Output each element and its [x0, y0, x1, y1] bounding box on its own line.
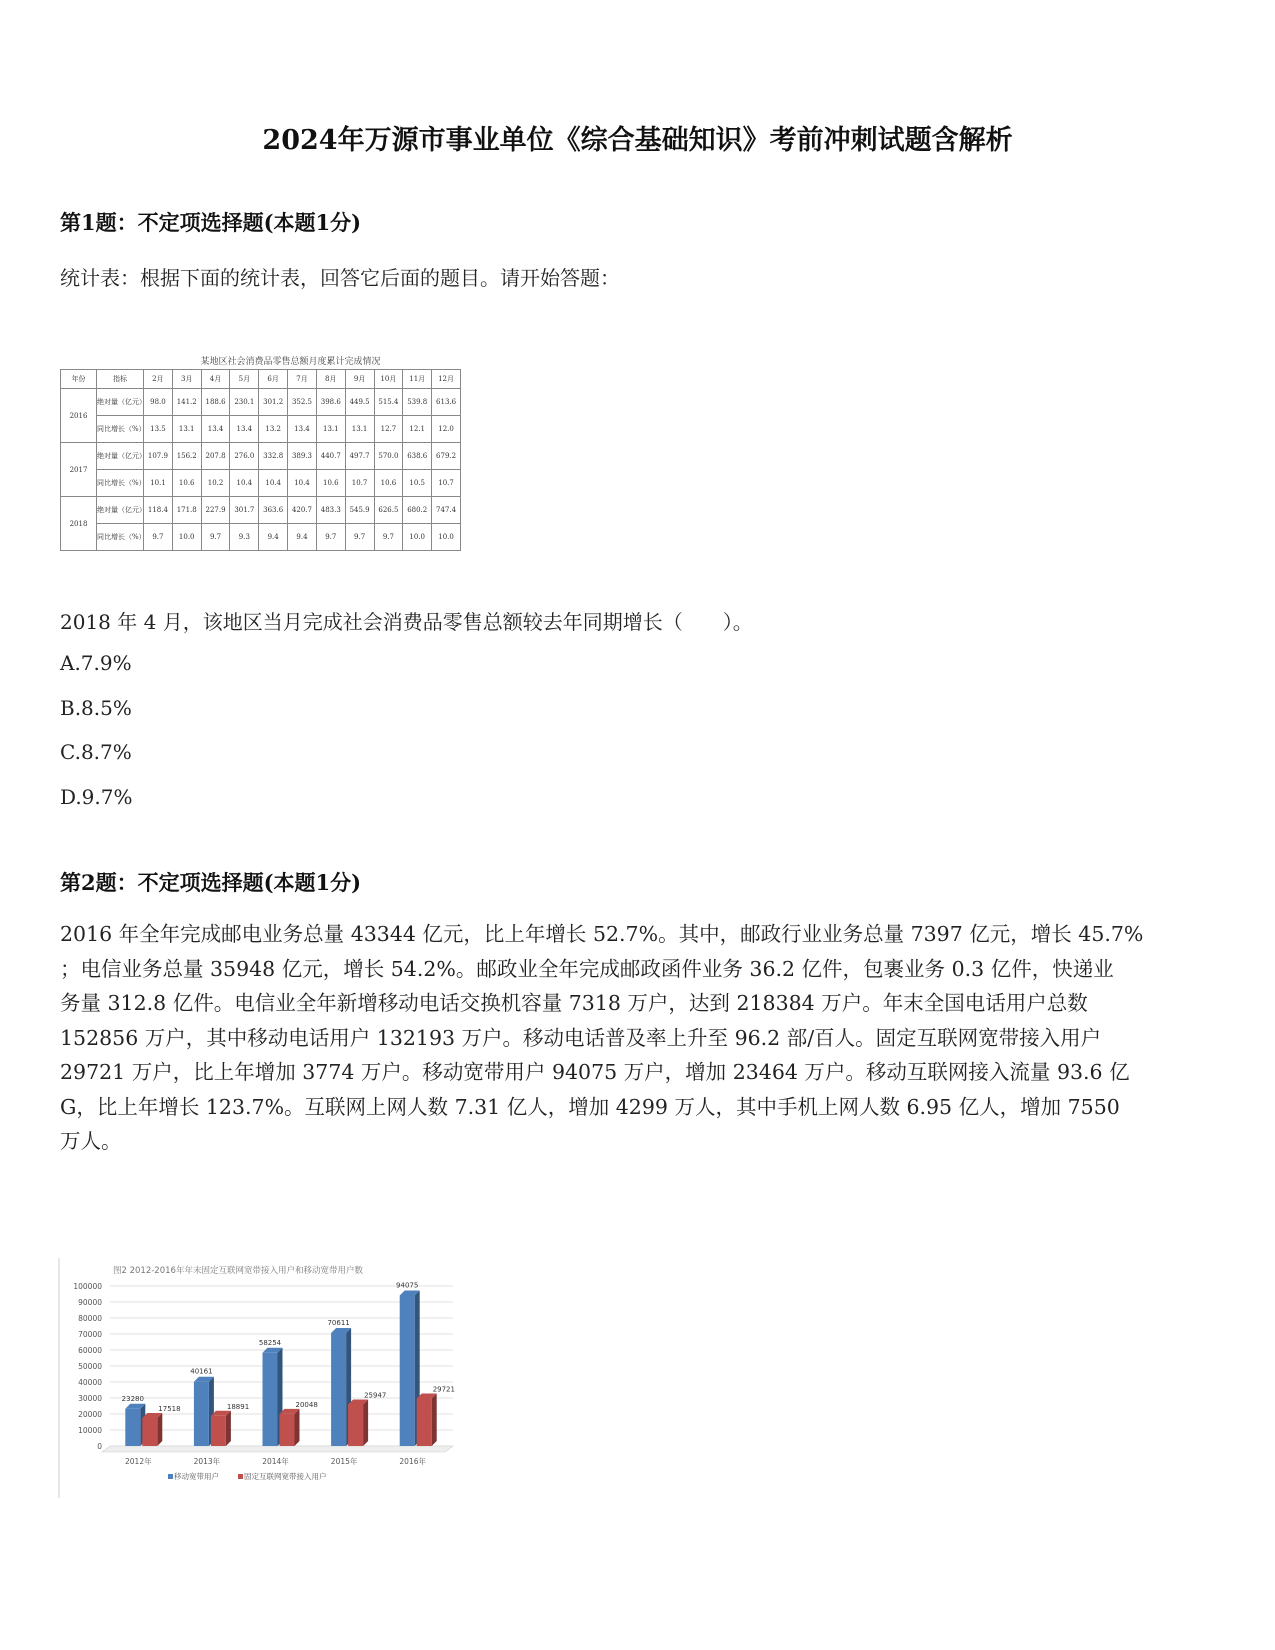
table-cell: 276.0: [230, 443, 259, 470]
table-cell: 9.4: [288, 524, 317, 551]
table-header-row: [61, 370, 461, 389]
question-1-header: 第1题：不定项选择题(本题1分): [60, 210, 362, 235]
table-cell: 10.4: [230, 470, 259, 497]
legend-label: 移动宽带用户: [174, 1472, 219, 1481]
y-tick-label: 50000: [78, 1362, 102, 1371]
table-cell: 227.9: [201, 497, 230, 524]
table-cell: 10.2: [201, 470, 230, 497]
y-tick-label: 0: [97, 1442, 102, 1451]
bar: [417, 1398, 432, 1446]
table-cell: 363.6: [259, 497, 288, 524]
question-2-passage: [60, 917, 1210, 1159]
passage-line: 务量 312.8 亿件。电信业全年新增移动电话交换机容量 7318 万户，达到 218384 万户。年末全国电话用户总数: [60, 991, 1088, 1015]
chart-floor: [102, 1446, 453, 1452]
table-cell: 10.0: [172, 524, 201, 551]
option-a[interactable]: A.7.9%: [60, 651, 132, 675]
table-cell: 10.6: [316, 470, 345, 497]
table-cell: 9.7: [345, 524, 374, 551]
bar: [348, 1404, 363, 1446]
table-row: [61, 497, 461, 524]
y-tick-label: 40000: [78, 1378, 102, 1387]
legend-swatch: [168, 1474, 173, 1479]
y-tick-label: 100000: [73, 1282, 102, 1291]
header-month: 11月: [403, 370, 432, 389]
table-cell: 680.2: [403, 497, 432, 524]
statistics-table: [60, 355, 461, 551]
table-cell: 188.6: [201, 389, 230, 416]
passage-line: 29721 万户，比上年增加 3774 万户。移动宽带用户 94075 万户，增加 23464 万户。移动互联网接入流量 93.6 亿: [60, 1060, 1130, 1084]
header-month: 4月: [201, 370, 230, 389]
table-cell: 679.2: [432, 443, 461, 470]
table-indicator-cell: 绝对量（亿元）: [97, 497, 144, 524]
bar-side: [157, 1413, 162, 1446]
table-cell: 539.8: [403, 389, 432, 416]
table-cell: 570.0: [374, 443, 403, 470]
table-indicator-cell: 同比增长（%）: [97, 416, 144, 443]
table-cell: 389.3: [288, 443, 317, 470]
broadband-chart: [58, 1258, 460, 1498]
table-cell: 747.4: [432, 497, 461, 524]
header-month: 9月: [345, 370, 374, 389]
table-row: [61, 389, 461, 416]
y-tick-label: 30000: [78, 1394, 102, 1403]
data-label: 18891: [226, 1402, 250, 1411]
table-cell: 118.4: [144, 497, 173, 524]
table-cell: 171.8: [172, 497, 201, 524]
y-tick-label: 80000: [78, 1314, 102, 1323]
x-tick-label: 2015年: [330, 1457, 358, 1466]
data-label: 20048: [295, 1400, 318, 1409]
question-2-header: 第2题：不定项选择题(本题1分): [60, 870, 362, 895]
table-cell: 141.2: [172, 389, 201, 416]
table-cell: 207.8: [201, 443, 230, 470]
table-year-cell: 2018: [61, 497, 97, 551]
passage-line: 2016 年全年完成邮电业务总量 43344 亿元，比上年增长 52.7%。其中，邮政行业业务总量 7397 亿元，增长 45.7%: [60, 922, 1144, 946]
table-cell: 12.7: [374, 416, 403, 443]
question-1-intro: 统计表：根据下面的统计表，回答它后面的题目。请开始答题：: [60, 266, 620, 290]
x-tick-label: 2014年: [262, 1457, 289, 1466]
y-tick-label: 10000: [78, 1426, 102, 1435]
table-cell: 10.1: [144, 470, 173, 497]
data-label: 29721: [432, 1385, 455, 1394]
table-cell: 440.7: [316, 443, 345, 470]
table-cell: 10.7: [345, 470, 374, 497]
bar: [194, 1382, 209, 1446]
option-c[interactable]: C.8.7%: [60, 740, 132, 764]
data-label: 25947: [364, 1391, 387, 1400]
table-indicator-cell: 同比增长（%）: [97, 524, 144, 551]
header-month: 2月: [144, 370, 173, 389]
table-cell: 420.7: [288, 497, 317, 524]
x-tick-label: 2013年: [193, 1457, 221, 1466]
passage-line: G，比上年增长 123.7%。互联网上网人数 7.31 亿人，增加 4299 万人，其中手机上网人数 6.95 亿人，增加 7550: [60, 1094, 1120, 1119]
bar: [125, 1409, 140, 1446]
header-month: 12月: [432, 370, 461, 389]
header-month: 7月: [288, 370, 317, 389]
document-title: 2024年万源市事业单位《综合基础知识》考前冲刺试题含解析: [262, 125, 1013, 156]
table-cell: 13.1: [345, 416, 374, 443]
table-cell: 10.7: [432, 470, 461, 497]
table-cell: 497.7: [345, 443, 374, 470]
table-cell: 13.1: [316, 416, 345, 443]
y-tick-label: 20000: [78, 1410, 102, 1419]
bar-side: [363, 1399, 368, 1446]
table-year-cell: 2016: [61, 389, 97, 443]
table-cell: 12.1: [403, 416, 432, 443]
bar: [263, 1353, 278, 1446]
passage-line: 万人。: [60, 1129, 122, 1153]
table-cell: 483.3: [316, 497, 345, 524]
data-label: 40161: [190, 1367, 213, 1376]
table-cell: 13.1: [172, 416, 201, 443]
header-month: 8月: [316, 370, 345, 389]
table-cell: 107.9: [144, 443, 173, 470]
legend-swatch: [238, 1474, 243, 1479]
table-indicator-cell: 绝对量（亿元）: [97, 443, 144, 470]
table-row: [61, 416, 461, 443]
option-b[interactable]: B.8.5%: [60, 696, 132, 720]
table-cell: 9.4: [259, 524, 288, 551]
table-cell: 13.4: [230, 416, 259, 443]
table-cell: 13.5: [144, 416, 173, 443]
table-cell: 13.4: [201, 416, 230, 443]
table-year-cell: 2017: [61, 443, 97, 497]
table-cell: 301.7: [230, 497, 259, 524]
table-cell: 10.5: [403, 470, 432, 497]
data-label: 58254: [258, 1338, 282, 1347]
x-tick-label: 2016年: [399, 1457, 426, 1466]
table-cell: 10.0: [432, 524, 461, 551]
header-month: 3月: [172, 370, 201, 389]
y-tick-label: 90000: [78, 1298, 102, 1307]
legend-label: 固定互联网宽带接入用户: [244, 1472, 327, 1481]
data-label: 23280: [121, 1394, 144, 1403]
x-tick-label: 2012年: [125, 1457, 152, 1466]
table-cell: 10.6: [172, 470, 201, 497]
table-cell: 613.6: [432, 389, 461, 416]
data-label: 94075: [396, 1281, 419, 1290]
data-label: 70611: [327, 1319, 350, 1328]
table-cell: 12.0: [432, 416, 461, 443]
table-cell: 10.4: [288, 470, 317, 497]
option-d[interactable]: D.9.7%: [60, 785, 133, 809]
bar: [331, 1333, 346, 1446]
table-row: [61, 524, 461, 551]
question-1-stem: 2018 年 4 月，该地区当月完成社会消费品零售总额较去年同期增长（ ）。: [60, 610, 753, 634]
bar: [142, 1418, 157, 1446]
table-cell: 156.2: [172, 443, 201, 470]
table-cell: 13.2: [259, 416, 288, 443]
bar: [400, 1295, 415, 1446]
table-cell: 449.5: [345, 389, 374, 416]
passage-line: ；电信业务总量 35948 亿元，增长 54.2%。邮政业全年完成邮政函件业务 36.2 亿件，包裹业务 0.3 亿件，快递业: [60, 956, 1114, 981]
header-month: 10月: [374, 370, 403, 389]
bar: [280, 1414, 295, 1446]
bar-side: [295, 1409, 300, 1446]
table-cell: 10.4: [259, 470, 288, 497]
chart-svg: [58, 1258, 460, 1498]
table-cell: 9.7: [201, 524, 230, 551]
table-cell: 230.1: [230, 389, 259, 416]
bar-side: [226, 1411, 231, 1446]
table-indicator-cell: 同比增长（%）: [97, 470, 144, 497]
table-cell: 545.9: [345, 497, 374, 524]
table-cell: 638.6: [403, 443, 432, 470]
table-cell: 626.5: [374, 497, 403, 524]
table-body: [61, 389, 461, 551]
table-cell: 332.8: [259, 443, 288, 470]
y-tick-label: 70000: [78, 1330, 102, 1339]
bar: [211, 1416, 226, 1446]
chart-title: 图2 2012-2016年年末固定互联网宽带接入用户和移动宽带用户数: [113, 1266, 363, 1276]
stat-table: [60, 369, 461, 551]
table-cell: 515.4: [374, 389, 403, 416]
table-cell: 98.0: [144, 389, 173, 416]
table-cell: 13.4: [288, 416, 317, 443]
table-cell: 9.3: [230, 524, 259, 551]
table-cell: 301.2: [259, 389, 288, 416]
table-cell: 352.5: [288, 389, 317, 416]
table-indicator-cell: 绝对量（亿元）: [97, 389, 144, 416]
table-cell: 9.7: [316, 524, 345, 551]
header-month: 6月: [259, 370, 288, 389]
table-row: [61, 470, 461, 497]
header-year: 年份: [61, 370, 97, 389]
table-row: [61, 443, 461, 470]
passage-line: 152856 万户，其中移动电话用户 132193 万户。移动电话普及率上升至 96.2 部/百人。固定互联网宽带接入用户: [60, 1025, 1102, 1050]
header-indicator: 指标: [97, 370, 144, 389]
y-tick-label: 60000: [78, 1346, 102, 1355]
data-label: 17518: [158, 1404, 181, 1413]
table-cell: 10.0: [403, 524, 432, 551]
table-cell: 398.6: [316, 389, 345, 416]
header-month: 5月: [230, 370, 259, 389]
table-cell: 10.6: [374, 470, 403, 497]
table-title: 某地区社会消费品零售总额月度累计完成情况: [200, 357, 381, 367]
table-cell: 9.7: [144, 524, 173, 551]
table-cell: 9.7: [374, 524, 403, 551]
bar-side: [432, 1393, 437, 1446]
